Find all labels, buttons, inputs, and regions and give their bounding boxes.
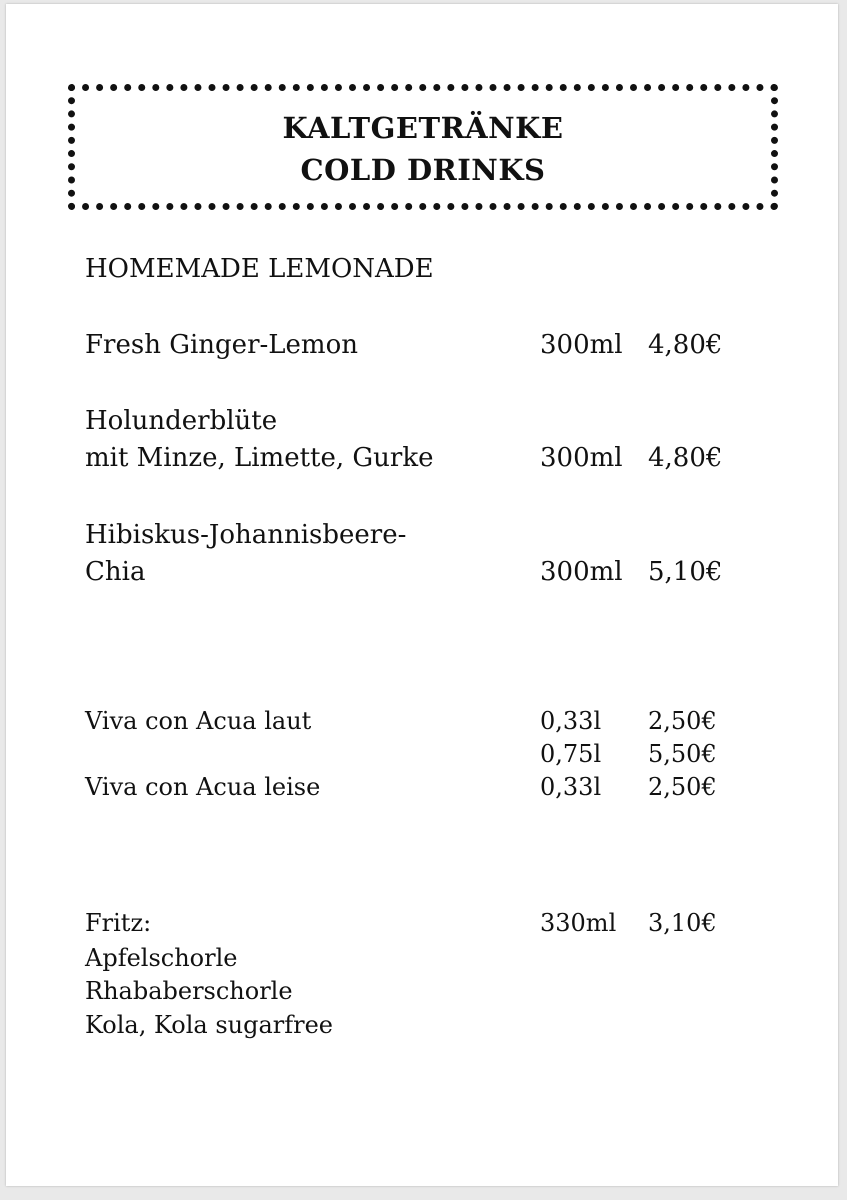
item-name: Holunderblüte: [85, 406, 278, 436]
item-price: 5,50€: [648, 740, 717, 768]
item-name: Hibiskus-Johannisbeere-: [85, 520, 407, 550]
menu-page: [6, 4, 838, 1186]
item-price: 4,80€: [648, 330, 723, 360]
item-name: Viva con Acua leise: [85, 773, 321, 801]
item-size: 0,33l: [540, 773, 602, 801]
flavor-item: Apfelschorle: [85, 944, 238, 972]
item-size: 300ml: [540, 443, 623, 473]
item-name: Fresh Ginger-Lemon: [85, 330, 358, 360]
item-size: 300ml: [540, 557, 623, 587]
item-price: 4,80€: [648, 443, 723, 473]
flavor-item: Kola, Kola sugarfree: [85, 1011, 334, 1039]
brand-name: Fritz:: [85, 909, 152, 937]
item-price: 2,50€: [648, 773, 717, 801]
title-english: COLD DRINKS: [300, 153, 546, 187]
title-box: [68, 84, 778, 210]
item-name-detail: mit Minze, Limette, Gurke: [85, 443, 434, 473]
item-price: 2,50€: [648, 707, 717, 735]
item-price: 3,10€: [648, 909, 717, 937]
item-size: 0,33l: [540, 707, 602, 735]
item-size: 300ml: [540, 330, 623, 360]
flavor-item: Rhababerschorle: [85, 977, 293, 1005]
item-size: 330ml: [540, 909, 617, 937]
item-price: 5,10€: [648, 557, 723, 587]
item-name-detail: Chia: [85, 557, 146, 587]
item-size: 0,75l: [540, 740, 602, 768]
title-german: KALTGETRÄNKE: [282, 111, 564, 145]
section-heading-lemonade: HOMEMADE LEMONADE: [85, 254, 434, 284]
item-name: Viva con Acua laut: [85, 707, 312, 735]
